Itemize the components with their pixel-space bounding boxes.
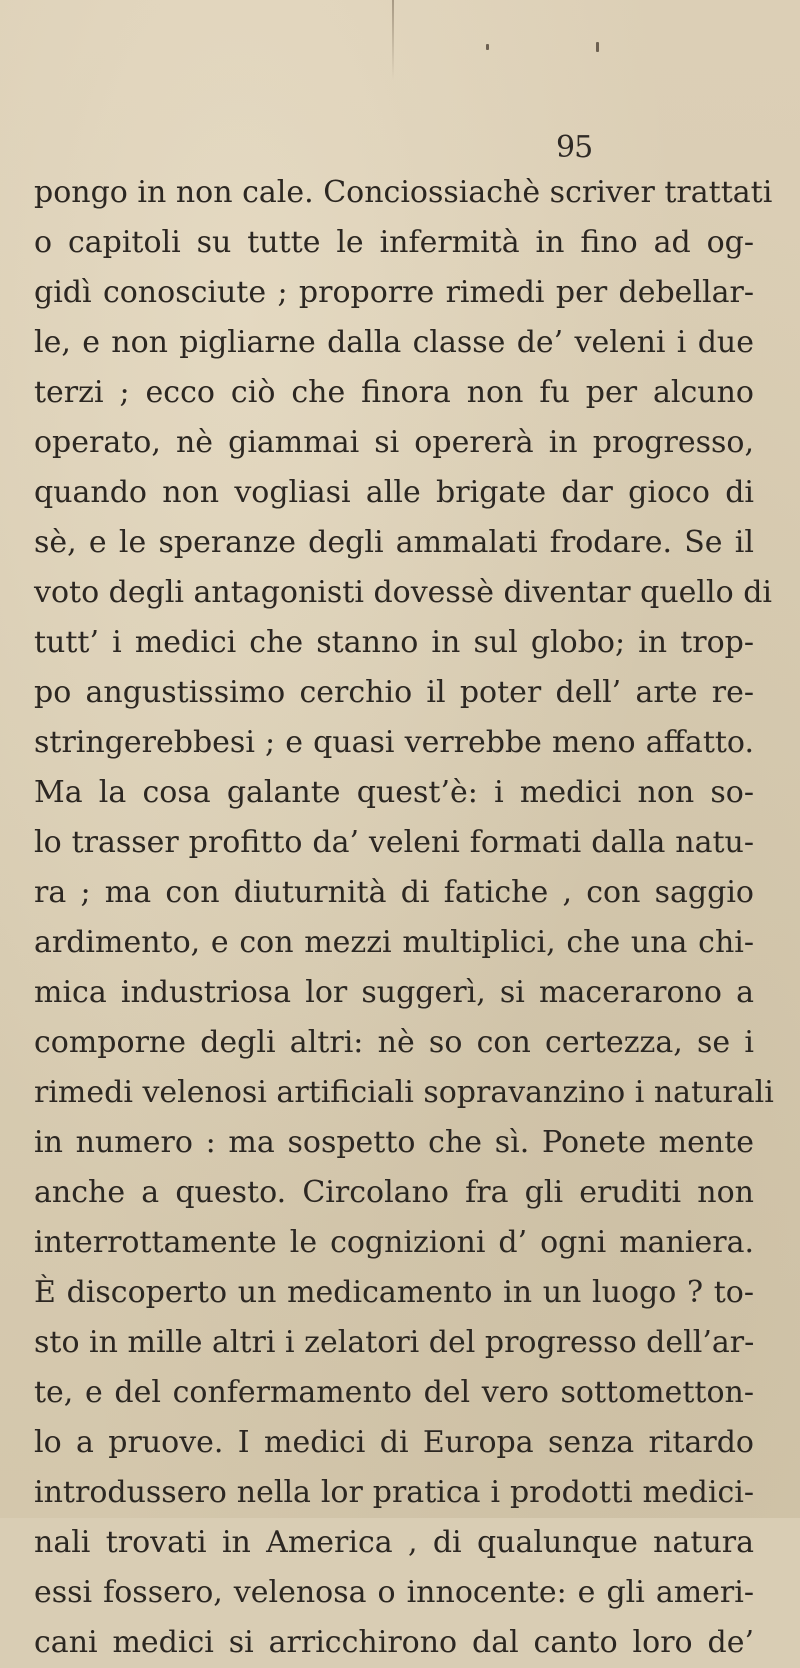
text-line: È discoperto un medicamento in un luogo ? to- [34,1275,754,1310]
text-line: ra ; ma con diuturnità di fatiche , con saggio [34,875,754,910]
text-line: cani medici si arricchirono dal canto loro de’ [34,1625,754,1660]
ink-speck [486,44,489,50]
text-line: interrottamente le cognizioni d’ ogni maniera. [34,1225,754,1260]
text-line: lo a pruove. I medici di Europa senza ritardo [34,1425,754,1460]
text-line: sè, e le speranze degli ammalati frodare. Se il [34,525,754,560]
text-line: pongo in non cale. Conciossiachè scriver trattati [34,175,773,210]
text-line: mica industriosa lor suggerì, si macerarono a [34,975,754,1010]
text-line: in numero : ma sospetto che sì. Ponete mente [34,1125,754,1160]
text-line: introdussero nella lor pratica i prodotti medici- [34,1475,754,1510]
text-line: quando non vogliasi alle brigate dar gioco di [34,475,754,510]
text-line: sto in mille altri i zelatori del progresso dell’ar- [34,1325,755,1360]
text-line: o capitoli su tutte le infermità in fino ad og- [34,225,754,260]
text-line: po angustissimo cerchio il poter dell’ arte re- [34,675,754,710]
text-line: stringerebbesi ; e quasi verrebbe meno affatto. [34,725,754,760]
text-line: voto degli antagonisti dovessè diventar quello di [34,575,773,610]
text-line: nali trovati in America , di qualunque natura [34,1525,754,1560]
text-line: comporne degli altri: nè so con certezza, se i [34,1025,754,1060]
ink-speck [596,42,599,52]
text-line: rimedi velenosi artificiali sopravanzino i naturali [34,1075,774,1110]
text-line: essi fossero, velenosa o innocente: e gli ameri- [34,1575,754,1610]
page-crease [392,0,394,80]
text-line: lo trasser profitto da’ veleni formati dalla natu- [34,825,754,860]
text-line: gidì conosciute ; proporre rimedi per debellar- [34,275,754,310]
text-line: operato, nè giammai si opererà in progresso, [34,425,754,460]
page-number: 95 [556,130,593,165]
body-text [34,168,774,1668]
text-line: le, e non pigliarne dalla classe de’ veleni i due [34,325,754,360]
text-line: anche a questo. Circolano fra gli eruditi non [34,1175,754,1210]
text-line: terzi ; ecco ciò che finora non fu per alcuno [34,375,754,410]
text-line: Ma la cosa galante quest’è: i medici non so- [34,775,754,810]
text-line: te, e del confermamento del vero sottometton- [34,1375,754,1410]
text-line: tutt’ i medici che stanno in sul globo; in trop- [34,625,754,660]
text-line: ardimento, e con mezzi multiplici, che una chi- [34,925,754,960]
